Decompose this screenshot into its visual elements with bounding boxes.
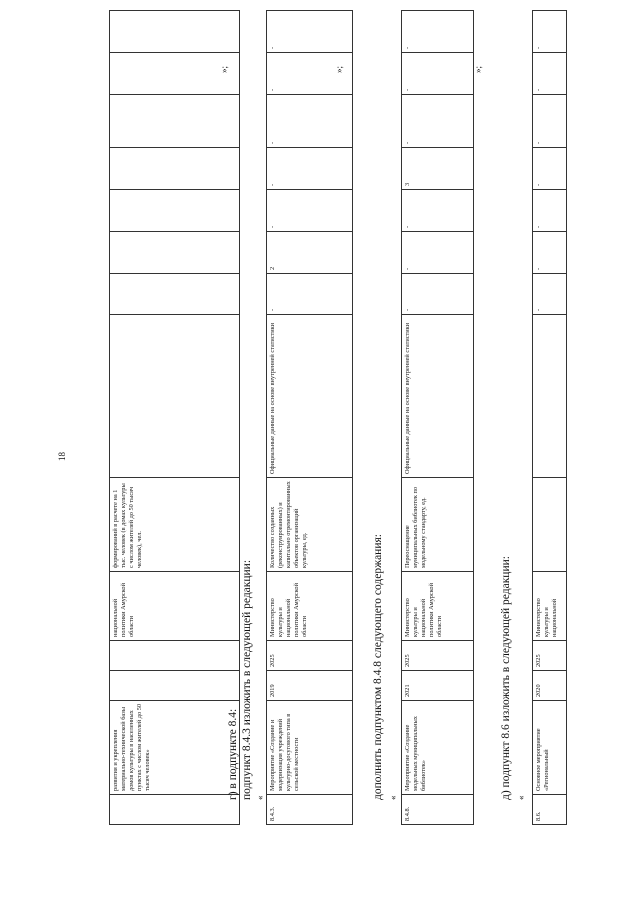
cell-value: - <box>267 11 353 53</box>
cell-value: 3 <box>402 148 474 190</box>
cell-indicator: Переоснащение муниципальных библиотек по модельному стандарту, ед. <box>402 478 474 572</box>
table-row <box>533 11 567 825</box>
table-843 <box>266 10 353 825</box>
cell-value: - <box>402 274 474 315</box>
cell-end: 2025 <box>533 641 567 671</box>
cell-value <box>110 95 240 148</box>
cell-num: 8.4.8. <box>402 795 474 825</box>
cell-executor: национальной политики Амурской области <box>110 572 240 641</box>
page-number: 18 <box>57 452 67 461</box>
close-quote: »; <box>473 65 483 73</box>
cell-value: - <box>402 232 474 274</box>
cell-indicator: формирований в расчете на 1 тыс. человек (в домах культуры с числом жителей до 50 тысяч человек), чел. <box>110 478 240 572</box>
cell-name: Мероприятие «Создание и модернизация учреждений культурно-досугового типа в сельской местности <box>267 701 353 795</box>
cell-value: - <box>402 95 474 148</box>
close-quote: »; <box>219 65 229 73</box>
cell-start: 2020 <box>533 671 567 701</box>
open-quote: « <box>516 795 526 800</box>
cell-num: 8.6. <box>533 795 567 825</box>
cell-value: - <box>533 95 567 148</box>
cell-executor: Министерство культуры и национальной политики Амурской области <box>267 572 353 641</box>
table-row <box>402 11 474 825</box>
close-quote: »; <box>334 65 344 73</box>
cell-value: - <box>402 53 474 95</box>
section-heading: д) подпункт 8.6 изложить в следующей редакции: <box>500 556 512 800</box>
section-subheading: подпункт 8.4.3 изложить в следующей редакции: <box>241 559 253 800</box>
cell-source: Официальные данные на основе внутренней статистики <box>267 315 353 478</box>
cell-value: - <box>533 148 567 190</box>
cell-source <box>533 315 567 478</box>
cell-source <box>110 315 240 478</box>
open-quote: « <box>255 795 265 800</box>
table-continuation <box>109 10 240 825</box>
cell-value: - <box>267 190 353 232</box>
table-848 <box>401 10 474 825</box>
cell-executor: Министерство культуры и национальной <box>533 572 567 641</box>
cell-value <box>110 190 240 232</box>
cell-name: Мероприятие «Создание модельных муниципальных библиотек» <box>402 701 474 795</box>
cell-end: 2025 <box>267 641 353 671</box>
table-row <box>110 11 240 825</box>
cell-value: - <box>267 53 353 95</box>
cell-num <box>110 795 240 825</box>
cell-start: 2021 <box>402 671 474 701</box>
cell-value: - <box>533 232 567 274</box>
cell-value: - <box>267 148 353 190</box>
table-86 <box>532 10 567 825</box>
cell-name: Основное мероприятие «Региональный <box>533 701 567 795</box>
cell-value <box>110 274 240 315</box>
cell-value: - <box>533 11 567 53</box>
cell-value: - <box>402 11 474 53</box>
section-heading: г) в подпункте 8.4: <box>227 708 239 800</box>
cell-end <box>110 641 240 671</box>
cell-indicator <box>533 478 567 572</box>
cell-num: 8.4.3. <box>267 795 353 825</box>
cell-value: - <box>533 53 567 95</box>
cell-value: - <box>533 274 567 315</box>
cell-start: 2019 <box>267 671 353 701</box>
cell-value: - <box>267 95 353 148</box>
section-heading: дополнить подпунктом 8.4.8 следующего содержания: <box>372 534 384 800</box>
cell-end: 2025 <box>402 641 474 671</box>
cell-value: - <box>267 274 353 315</box>
cell-indicator: Количество созданных (реконструированных) и капитально отремонтированных объектов организаций культуры, ед. <box>267 478 353 572</box>
cell-executor: Министерство культуры и национальной политики Амурской области <box>402 572 474 641</box>
table-row <box>267 11 353 825</box>
cell-value <box>110 232 240 274</box>
cell-start <box>110 671 240 701</box>
cell-value: - <box>533 190 567 232</box>
cell-value <box>110 53 240 95</box>
open-quote: « <box>388 795 398 800</box>
cell-value <box>110 148 240 190</box>
cell-value: 2 <box>267 232 353 274</box>
cell-value <box>110 11 240 53</box>
cell-name: развития и укрепления материально-технической базы домов культуры в населенных пунктах с числом жителей до 50 тысяч человек» <box>110 701 240 795</box>
cell-value: - <box>402 190 474 232</box>
cell-source: Официальные данные на основе внутренней статистики <box>402 315 474 478</box>
